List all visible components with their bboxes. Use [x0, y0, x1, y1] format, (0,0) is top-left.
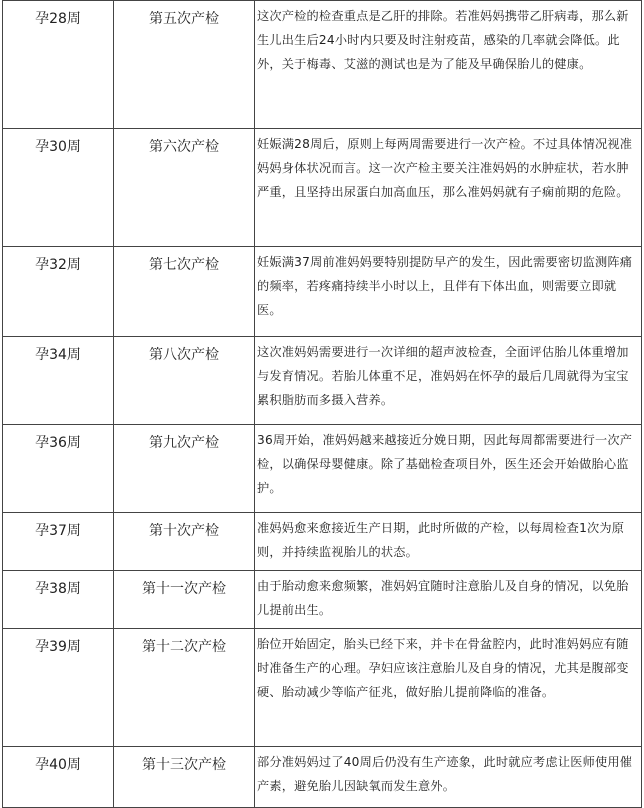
- week-cell: 孕36周: [3, 425, 114, 513]
- description-cell: 这次产检的检查重点是乙肝的排除。若准妈妈携带乙肝病毒，那么新生儿出生后24小时内只要及时注射疫苗，感染的几率就会降低。此外，关于梅毒、艾滋的测试也是为了能及早确保胎儿的健康。: [255, 1, 642, 129]
- description-cell: 部分准妈妈过了40周后仍没有生产迹象，此时就应考虑让医师使用催产素，避免胎儿因缺氧而发生意外。: [255, 747, 642, 808]
- description-cell: 胎位开始固定，胎头已经下来，并卡在骨盆腔内，此时准妈妈应有随时准备生产的心理。孕妇应该注意胎儿及自身的情况，尤其是腹部变硬、胎动减少等临产征兆，做好胎儿提前降临的准备。: [255, 629, 642, 747]
- week-cell: 孕30周: [3, 129, 114, 247]
- description-cell: 妊娠满37周前准妈妈要特别提防早产的发生，因此需要密切监测阵痛的频率，若疼痛持续半小时以上，且伴有下体出血，则需要立即就医。: [255, 247, 642, 337]
- week-cell: 孕38周: [3, 571, 114, 629]
- checkup-cell: 第十次产检: [114, 513, 255, 571]
- checkup-cell: 第十二次产检: [114, 629, 255, 747]
- checkup-cell: 第十三次产检: [114, 747, 255, 808]
- table-row: [3, 513, 642, 571]
- checkup-cell: 第七次产检: [114, 247, 255, 337]
- table-row: [3, 129, 642, 247]
- checkup-cell: 第十一次产检: [114, 571, 255, 629]
- week-cell: 孕28周: [3, 1, 114, 129]
- checkup-cell: 第九次产检: [114, 425, 255, 513]
- table-row: [3, 337, 642, 425]
- checkup-cell: 第八次产检: [114, 337, 255, 425]
- description-cell: 妊娠满28周后，原则上每两周需要进行一次产检。不过具体情况视准妈妈身体状况而言。这一次产检主要关注准妈妈的水肿症状，若水肿严重，且坚持出尿蛋白加高血压，那么准妈妈就有子痫前期的危险。: [255, 129, 642, 247]
- description-cell: 这次准妈妈需要进行一次详细的超声波检查，全面评估胎儿体重增加与发育情况。若胎儿体重不足，准妈妈在怀孕的最后几周就得为宝宝累积脂肪而多摄入营养。: [255, 337, 642, 425]
- description-cell: 准妈妈愈来愈接近生产日期，此时所做的产检，以每周检查1次为原则，并持续监视胎儿的状态。: [255, 513, 642, 571]
- table-row: [3, 629, 642, 747]
- week-cell: 孕32周: [3, 247, 114, 337]
- checkup-cell: 第六次产检: [114, 129, 255, 247]
- week-cell: 孕40周: [3, 747, 114, 808]
- table-row: [3, 247, 642, 337]
- table-row: [3, 1, 642, 129]
- week-cell: 孕37周: [3, 513, 114, 571]
- week-cell: 孕34周: [3, 337, 114, 425]
- description-cell: 36周开始，准妈妈越来越接近分娩日期，因此每周都需要进行一次产检，以确保母婴健康。除了基础检查项目外，医生还会开始做胎心监护。: [255, 425, 642, 513]
- week-cell: 孕39周: [3, 629, 114, 747]
- prenatal-checkup-table: [2, 0, 642, 808]
- description-cell: 由于胎动愈来愈频繁，准妈妈宜随时注意胎儿及自身的情况，以免胎儿提前出生。: [255, 571, 642, 629]
- table-row: [3, 747, 642, 808]
- table-row: [3, 571, 642, 629]
- table-row: [3, 425, 642, 513]
- checkup-cell: 第五次产检: [114, 1, 255, 129]
